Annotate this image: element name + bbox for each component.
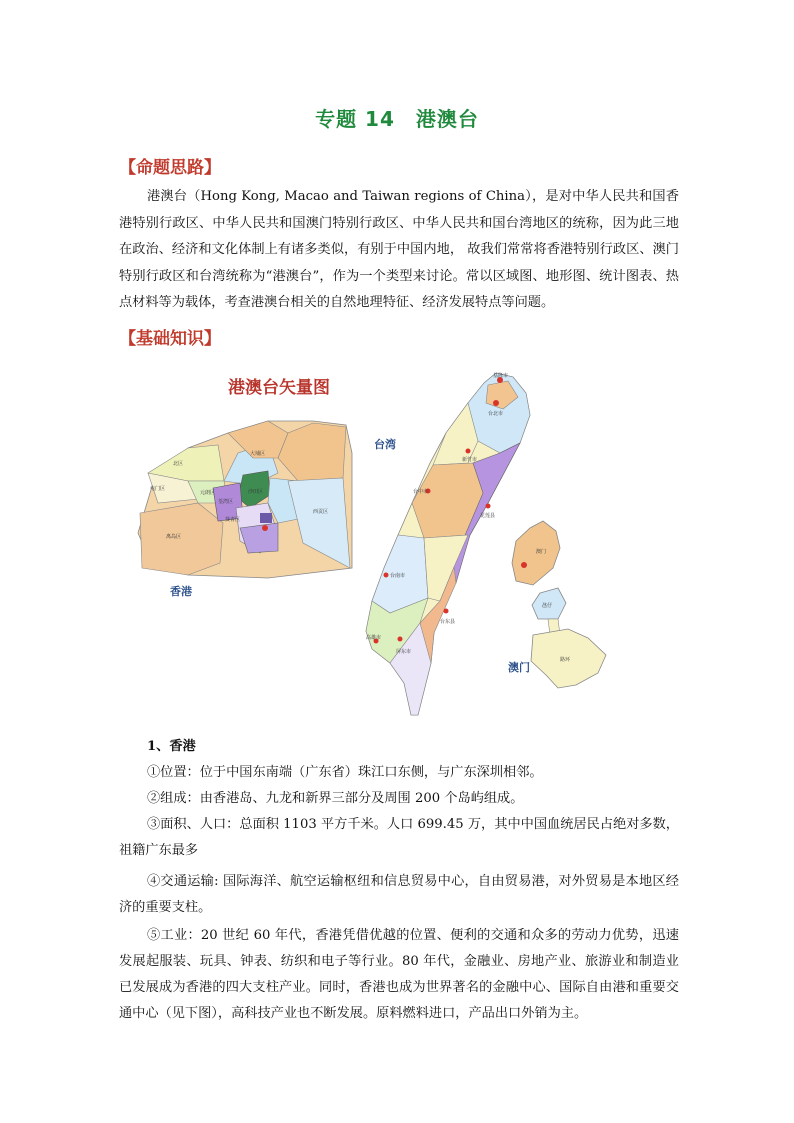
hk-composition: ②组成：由香港岛、九龙和新界三部分及周围 200 个岛屿组成。 (147, 791, 524, 806)
svg-text:氹仔: 氹仔 (542, 603, 553, 609)
svg-text:屯门区: 屯门区 (150, 486, 166, 492)
svg-text:北区: 北区 (173, 461, 184, 467)
svg-text:高雄市: 高雄市 (366, 635, 382, 641)
hk-area-population: ③面积、人口：总面积 1103 平方千米。人口 699.45 万，其中中国血统居民占绝对多数，祖籍广东最多 (119, 817, 679, 858)
section-heading-idea: 【命题思路】 (119, 158, 221, 178)
svg-text:新竹市: 新竹市 (462, 457, 478, 463)
svg-text:离岛区: 离岛区 (166, 534, 182, 540)
svg-text:台南市: 台南市 (390, 573, 406, 579)
hong-kong-label: 香港 (170, 585, 192, 598)
svg-text:大埔区: 大埔区 (250, 451, 266, 457)
taiwan-map (366, 372, 530, 715)
svg-text:屏东市: 屏东市 (396, 649, 412, 655)
macao-map (508, 521, 606, 688)
hk-heading: 1、香港 (147, 739, 196, 754)
svg-text:台东县: 台东县 (440, 619, 456, 625)
svg-text:荃湾区: 荃湾区 (218, 499, 234, 505)
hk-industry: ⑤工业：20 世纪 60 年代，香港凭借优越的位置、便利的交通和众多的劳动力优势，迅速发展起服装、玩具、钟表、纺织和电子等行业。80 年代，金融业、房地产业、旅游业和制造业已发展成为香港的四大支柱产业。同时，香港也成为世界著名的金融中心、国际自由港和重要交通中心（见下图），高科技产业也不断发展。原料燃料进口，产品出口外销为主。 (119, 928, 679, 1021)
macao-label: 澳门 (508, 661, 530, 674)
svg-text:花莲县: 花莲县 (480, 513, 496, 519)
map-title: 港澳台矢量图 (228, 378, 330, 398)
svg-text:澳门: 澳门 (536, 549, 547, 555)
hk-macao-taiwan-map (128, 363, 618, 725)
svg-text:沙田区: 沙田区 (248, 489, 264, 495)
svg-text:葵青区: 葵青区 (225, 517, 241, 523)
svg-text:元朗区: 元朗区 (200, 490, 216, 496)
svg-text:台中市: 台中市 (413, 489, 429, 495)
idea-paragraph: 港澳台（Hong Kong, Macao and Taiwan regions of China），是对中华人民共和国香港特别行政区、中华人民共和国澳门特别行政区、中华人民共和国台湾地区的统称，因为此三地在政治、经济和文化体制上有诸多类似，有别于中国内地， 故我们常常将香港特别行政区、澳门特别行政区和台湾统称为“港澳台”，作为一个类型来讨论。常以区域图、地形图、统计图表、热点材料等为载体，考查港澳台相关的自然地理特征、经济发展特点等问题。 (119, 189, 679, 310)
svg-text:西贡区: 西贡区 (313, 509, 329, 515)
hong-kong-map (138, 421, 352, 598)
svg-text:台北市: 台北市 (488, 411, 504, 417)
svg-text:路环: 路环 (560, 657, 571, 663)
section-heading-basics: 【基础知识】 (119, 329, 221, 349)
hk-location: ①位置：位于中国东南端（广东省）珠江口东侧，与广东深圳相邻。 (147, 765, 543, 780)
taiwan-label: 台湾 (374, 438, 396, 451)
svg-text:基隆市: 基隆市 (493, 373, 509, 379)
page-title: 专题 14 港澳台 (315, 107, 479, 131)
hk-transport: ④交通运输: 国际海洋、航空运输枢纽和信息贸易中心，自由贸易港，对外贸易是本地区经济的重要支柱。 (119, 874, 679, 915)
